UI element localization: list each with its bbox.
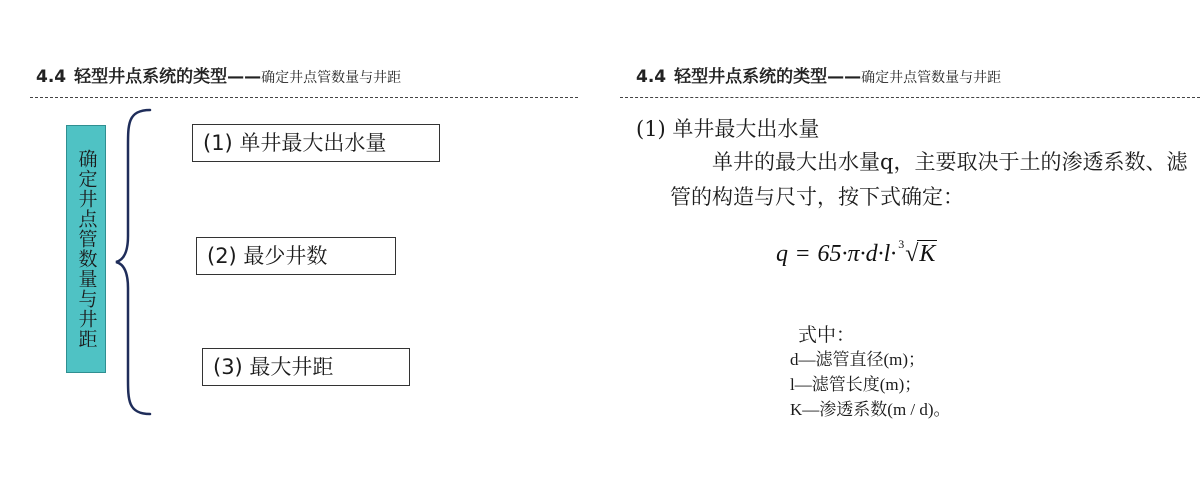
dashed-divider [620, 97, 1200, 98]
item-min-wells: (2) 最少井数 [196, 237, 396, 275]
section-number: 4.4 [636, 67, 667, 87]
formula-lhs: q [776, 241, 788, 267]
title-sub: 确定井点管数量与井距 [861, 70, 1002, 86]
root-index: 3 [898, 237, 905, 251]
dashed-divider [30, 97, 578, 98]
variable-notes [790, 347, 951, 422]
title-dash: —— [227, 67, 262, 87]
cube-root [898, 237, 937, 268]
radical-sign-icon: √ [905, 241, 919, 267]
note-l: l—滤管长度(m)； [790, 375, 922, 394]
formula-body: 65·π·d·l· [817, 241, 897, 267]
root-argument: K [919, 241, 936, 267]
left-slide [0, 0, 590, 500]
item-max-spacing: (3) 最大井距 [202, 348, 410, 386]
vertical-label: 确定井点管数量与井距 [75, 149, 98, 349]
item-max-yield: (1) 单井最大出水量 [192, 124, 440, 162]
body-paragraph: 单井的最大出水量q，主要取决于土的渗透系数、滤管的构造与尺寸，按下式确定： [670, 150, 1188, 209]
note-k: K—渗透系数(m / d)。 [790, 400, 951, 419]
title-sub: 确定井点管数量与井距 [261, 70, 402, 86]
note-d: d—滤管直径(m)； [790, 350, 926, 369]
section-heading: (1) 单井最大出水量 [636, 117, 820, 141]
vertical-label-box [66, 125, 106, 373]
section-number: 4.4 [36, 67, 67, 87]
yield-formula [776, 237, 937, 268]
formula-equals: = [796, 241, 810, 267]
title-main: 轻型井点系统的类型 [674, 67, 828, 87]
right-slide [610, 0, 1200, 500]
title-dash: —— [827, 67, 862, 87]
title-main: 轻型井点系统的类型 [74, 67, 228, 87]
notes-heading: 式中： [798, 324, 856, 346]
slide-title [36, 62, 401, 87]
curly-brace-icon [112, 106, 172, 418]
slide-title [636, 62, 1001, 87]
